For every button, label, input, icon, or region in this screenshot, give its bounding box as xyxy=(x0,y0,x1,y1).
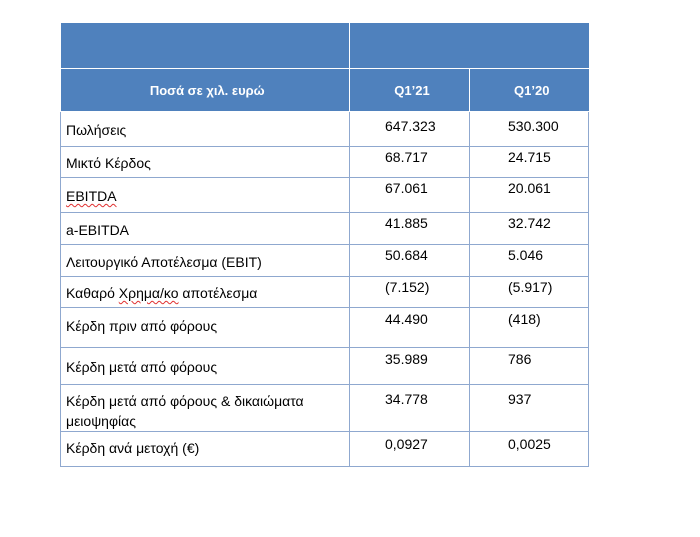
value-q1-20: 20.061 xyxy=(470,178,589,213)
header-q1-20: Q1’20 xyxy=(470,69,589,112)
row-label-part: αποτέλεσμα xyxy=(178,285,258,301)
row-label-part: Χρημα/κο xyxy=(118,285,179,301)
table-row xyxy=(61,308,589,348)
value-q1-20: 0,0025 xyxy=(470,432,589,467)
row-label: Κέρδη μετά από φόρους xyxy=(61,348,350,385)
row-label xyxy=(61,178,350,213)
financial-results-table xyxy=(60,23,588,467)
value-q1-21: 647.323 xyxy=(350,112,470,147)
table-row xyxy=(61,348,589,385)
value-q1-20: 937 xyxy=(470,385,589,432)
row-label-line: μειοψηφίας xyxy=(66,413,136,429)
table-row xyxy=(61,385,589,432)
table-row xyxy=(61,277,589,308)
band-cell xyxy=(61,23,350,69)
row-label: a-EBITDA xyxy=(61,213,350,245)
value-q1-21: 41.885 xyxy=(350,213,470,245)
value-q1-21: 67.061 xyxy=(350,178,470,213)
value-q1-20: 32.742 xyxy=(470,213,589,245)
row-label: Κέρδη πριν από φόρους xyxy=(61,308,350,348)
value-q1-20: 786 xyxy=(470,348,589,385)
value-q1-21: 35.989 xyxy=(350,348,470,385)
value-q1-21: 68.717 xyxy=(350,147,470,178)
value-q1-21: 34.778 xyxy=(350,385,470,432)
row-label-text: EBITDA xyxy=(66,188,117,204)
value-q1-20: (418) xyxy=(470,308,589,348)
header-q1-21: Q1’21 xyxy=(350,69,470,112)
table-header-row xyxy=(61,69,589,112)
results-table xyxy=(60,23,589,467)
row-label xyxy=(61,277,350,308)
table-row xyxy=(61,178,589,213)
table-row xyxy=(61,147,589,178)
table-row xyxy=(61,245,589,277)
row-label-line: Κέρδη μετά από φόρους & δικαιώματα xyxy=(66,393,304,409)
value-q1-21: 44.490 xyxy=(350,308,470,348)
value-q1-20: 5.046 xyxy=(470,245,589,277)
value-q1-20: 530.300 xyxy=(470,112,589,147)
table-row xyxy=(61,432,589,467)
value-q1-21: (7.152) xyxy=(350,277,470,308)
row-label xyxy=(61,385,350,432)
value-q1-21: 0,0927 xyxy=(350,432,470,467)
row-label: Κέρδη ανά μετοχή (€) xyxy=(61,432,350,467)
row-label: Μικτό Κέρδος xyxy=(61,147,350,178)
row-label: Λειτουργικό Αποτέλεσμα (EBIT) xyxy=(61,245,350,277)
row-label-part: Καθαρό xyxy=(66,285,119,301)
value-q1-20: 24.715 xyxy=(470,147,589,178)
table-top-band xyxy=(61,23,589,69)
row-label: Πωλήσεις xyxy=(61,112,350,147)
value-q1-20: (5.917) xyxy=(470,277,589,308)
table-row xyxy=(61,213,589,245)
band-cell xyxy=(350,23,589,69)
table-row xyxy=(61,112,589,147)
header-label: Ποσά σε χιλ. ευρώ xyxy=(61,69,350,112)
value-q1-21: 50.684 xyxy=(350,245,470,277)
